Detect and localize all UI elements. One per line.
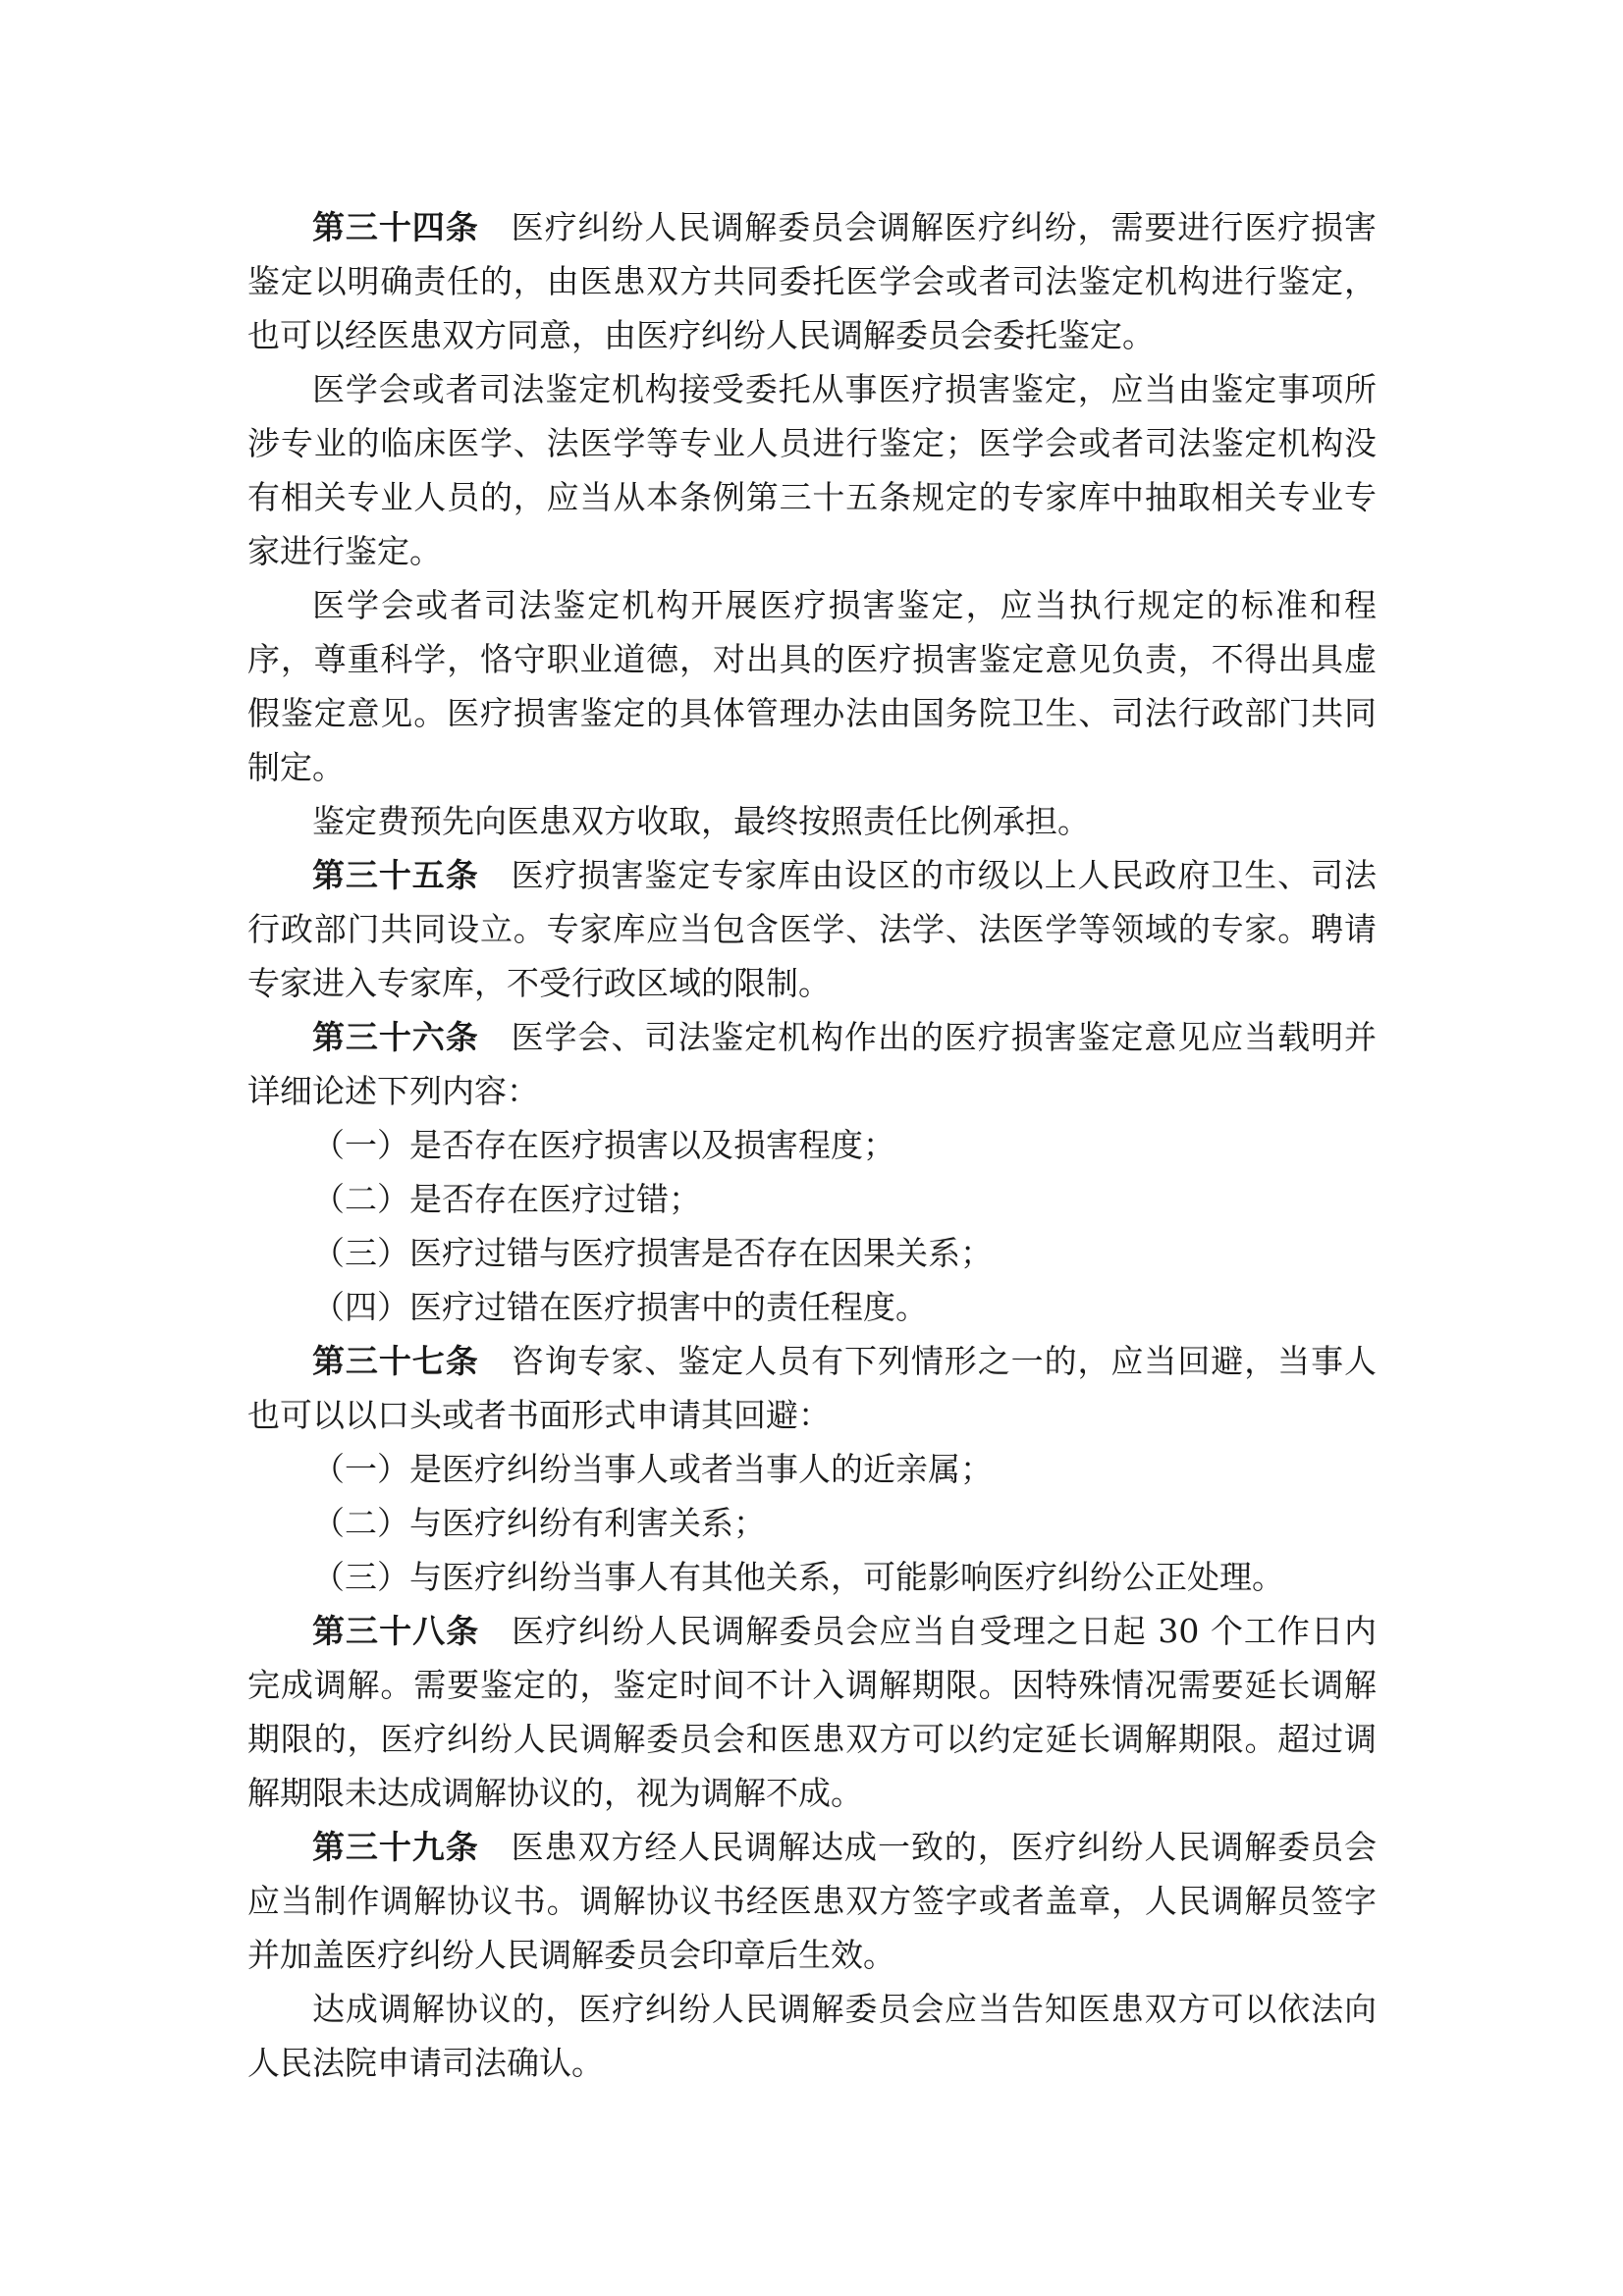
paragraph-text: 医学会或者司法鉴定机构开展医疗损害鉴定，应当执行规定的标准和程序，尊重科学，恪守职业道德，对出具的医疗损害鉴定意见负责，不得出具虚假鉴定意见。医疗损害鉴定的具体管理办法由国务院卫生、司法行政部门共同制定。 — [247, 586, 1377, 786]
paragraph-text: 医疗纠纷人民调解委员会应当自受理之日起 30 个工作日内完成调解。需要鉴定的，鉴定时间不计入调解期限。因特殊情况需要延长调解期限的，医疗纠纷人民调解委员会和医患双方可以约定延长调解期限。超过调解期限未达成调解协议的，视为调解不成。 — [247, 1612, 1377, 1812]
article-number: 第三十四条 — [312, 208, 479, 246]
paragraph-article-38 — [247, 1604, 1377, 1820]
list-item — [247, 1280, 1377, 1334]
list-item — [247, 1442, 1377, 1496]
paragraph — [247, 362, 1377, 578]
list-item — [247, 1172, 1377, 1226]
document-body — [247, 200, 1377, 2090]
paragraph-text: 咨询专家、鉴定人员有下列情形之一的，应当回避，当事人也可以以口头或者书面形式申请其回避： — [247, 1342, 1378, 1434]
list-item — [247, 1496, 1377, 1550]
article-number: 第三十八条 — [312, 1612, 480, 1650]
paragraph — [247, 794, 1377, 848]
article-number: 第三十五条 — [312, 856, 479, 894]
paragraph — [247, 578, 1377, 794]
article-number: 第三十七条 — [312, 1342, 479, 1380]
paragraph-text: （二）与医疗纠纷有利害关系； — [312, 1504, 766, 1542]
paragraph-text: 达成调解协议的，医疗纠纷人民调解委员会应当告知医患双方可以依法向人民法院申请司法确认。 — [247, 1990, 1377, 2082]
paragraph-article-35 — [247, 848, 1377, 1010]
paragraph-text: （一）是否存在医疗损害以及损害程度； — [312, 1126, 895, 1164]
list-item — [247, 1550, 1377, 1604]
list-item — [247, 1226, 1377, 1280]
list-item — [247, 1118, 1377, 1172]
paragraph-text: 鉴定费预先向医患双方收取，最终按照责任比例承担。 — [312, 802, 1090, 840]
paragraph-text: （二）是否存在医疗过错； — [312, 1180, 701, 1218]
paragraph-article-37 — [247, 1334, 1377, 1442]
paragraph-article-34 — [247, 200, 1377, 362]
paragraph-text: （三）医疗过错与医疗损害是否存在因果关系； — [312, 1234, 993, 1272]
paragraph-text: 医学会或者司法鉴定机构接受委托从事医疗损害鉴定，应当由鉴定事项所涉专业的临床医学、法医学等专业人员进行鉴定；医学会或者司法鉴定机构没有相关专业人员的，应当从本条例第三十五条规定的专家库中抽取相关专业专家进行鉴定。 — [247, 370, 1377, 570]
article-number: 第三十九条 — [312, 1828, 479, 1866]
paragraph-text: （四）医疗过错在医疗损害中的责任程度。 — [312, 1288, 928, 1326]
paragraph-text: （三）与医疗纠纷当事人有其他关系，可能影响医疗纠纷公正处理。 — [312, 1558, 1284, 1596]
paragraph-article-39 — [247, 1820, 1377, 1982]
paragraph-text: 医患双方经人民调解达成一致的，医疗纠纷人民调解委员会应当制作调解协议书。调解协议书经医患双方签字或者盖章，人民调解员签字并加盖医疗纠纷人民调解委员会印章后生效。 — [247, 1828, 1378, 1974]
article-number: 第三十六条 — [312, 1018, 479, 1056]
paragraph-article-36 — [247, 1010, 1377, 1118]
paragraph-text: 医学会、司法鉴定机构作出的医疗损害鉴定意见应当载明并详细论述下列内容： — [247, 1018, 1378, 1110]
paragraph-text: 医疗纠纷人民调解委员会调解医疗纠纷，需要进行医疗损害鉴定以明确责任的，由医患双方共同委托医学会或者司法鉴定机构进行鉴定，也可以经医患双方同意，由医疗纠纷人民调解委员会委托鉴定。 — [247, 208, 1378, 354]
paragraph-text: 医疗损害鉴定专家库由设区的市级以上人民政府卫生、司法行政部门共同设立。专家库应当包含医学、法学、法医学等领域的专家。聘请专家进入专家库，不受行政区域的限制。 — [247, 856, 1378, 1002]
paragraph-text: （一）是医疗纠纷当事人或者当事人的近亲属； — [312, 1450, 993, 1488]
paragraph — [247, 1982, 1377, 2090]
